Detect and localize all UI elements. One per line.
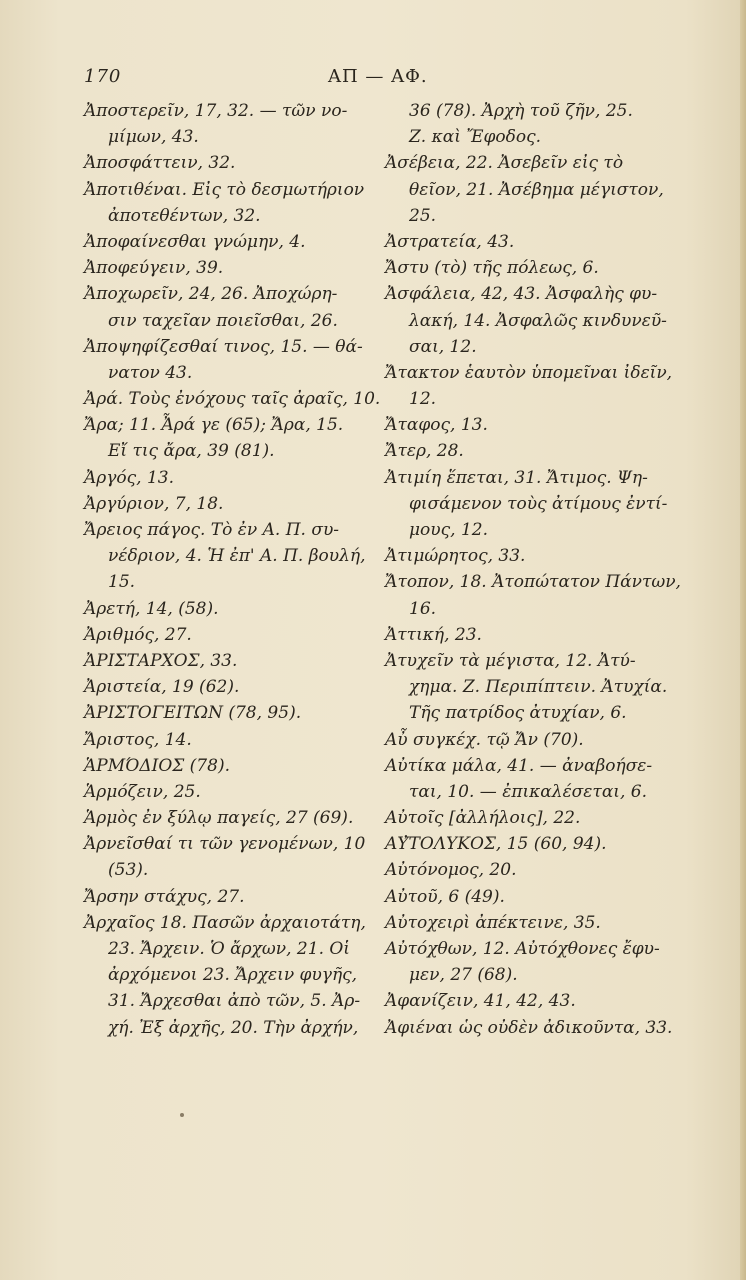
- index-entry-line: Ἀργός, 13.: [84, 467, 175, 488]
- index-entry-line: 16.: [409, 598, 437, 619]
- index-entry-line: Ἀποστερεῖν, 17, 32. — τῶν νο-: [84, 101, 348, 121]
- index-entry-line: Ἀτυχεῖν τὰ μέγιστα, 12. Ἀτύ-: [385, 650, 636, 671]
- index-entry-line: Ἀρετή, 14, (58).: [84, 598, 219, 619]
- index-column-right: [385, 98, 685, 1041]
- index-entry-line: νατον 43.: [108, 362, 193, 383]
- index-entry-line: Ἄρσην στάχυς, 27.: [84, 886, 245, 907]
- index-entry-line: Ἀποφεύγειν, 39.: [84, 258, 224, 279]
- index-entry-line: Ἀποχωρεῖν, 24, 26. Ἀποχώρη-: [84, 284, 338, 305]
- page-header: [84, 66, 684, 92]
- index-entry-line: Ἄρα; 11. Ἆρά γε (65); Ἄρα, 15.: [84, 415, 344, 436]
- index-entry-line: ΑΥ̓ΤΟΛΥΚΟΣ, 15 (60, 94).: [385, 834, 607, 855]
- index-entry-line: νέδριον, 4. Ἡ ἐπ' Α. Π. βουλή,: [108, 546, 366, 567]
- index-entry-line: Ἀργύριον, 7, 18.: [84, 493, 224, 514]
- index-entry-line: χή. Ἐξ ἀρχῆς, 20. Τὴν ἀρχήν,: [108, 1017, 359, 1038]
- index-entry-line: ἈΡΙΣΤΑΡΧΟΣ, 33.: [84, 650, 238, 671]
- index-entry-line: Ἀποσφάττειν, 32.: [84, 153, 236, 174]
- index-entry-line: Αὐτόνομος, 20.: [385, 860, 517, 881]
- index-entry-line: Ἄτοπον, 18. Ἀτοπώτατον Πάντων,: [385, 572, 681, 593]
- index-entry-line: 25.: [409, 205, 437, 226]
- index-entry-line: Αὐτόχθων, 12. Αὐτόχθονες ἔφυ-: [385, 939, 660, 959]
- ink-speck: [180, 1113, 184, 1117]
- index-entry-line: Ἁρμὸς ἐν ξύλῳ παγείς, 27 (69).: [84, 808, 354, 829]
- index-entry-line: Ἀρχαῖος 18. Πασῶν ἀρχαιοτάτη,: [84, 912, 366, 933]
- index-entry-line: Αὐτοχειρὶ ἀπέκτεινε, 35.: [385, 912, 601, 933]
- index-entry-line: μεν, 27 (68).: [409, 965, 518, 986]
- index-entry-line: Αὐτίκα μάλα, 41. — ἀναβοήσε-: [385, 755, 653, 776]
- index-entry-line: Ἀποψηφίζεσθαί τινος, 15. — θά-: [84, 336, 363, 357]
- index-entry-line: μους, 12.: [409, 520, 488, 540]
- index-entry-line: ἀποτεθέντων, 32.: [108, 205, 261, 226]
- index-entry-line: 15.: [108, 572, 136, 593]
- index-entry-line: Αὐτοῦ, 6 (49).: [385, 886, 505, 907]
- index-entry-line: Ἁρμόζειν, 25.: [84, 781, 201, 802]
- index-entry-line: μίμων, 43.: [108, 127, 199, 148]
- index-entry-line: 23. Ἄρχειν. Ὁ ἄρχων, 21. Οἱ: [108, 939, 350, 959]
- index-entry-line: Ἄταφος, 13.: [385, 415, 488, 436]
- index-entry-line: Ἀτιμίη ἕπεται, 31. Ἄτιμος. Ψη-: [385, 467, 648, 488]
- index-entry-line: ἉΡΜΌΔΙΟΣ (78).: [84, 755, 230, 776]
- index-entry-line: Ἄρειος πάγος. Τὸ ἐν Α. Π. συ-: [84, 520, 340, 540]
- index-column-left: [84, 98, 384, 1041]
- index-entry-line: Ἀριθμός, 27.: [84, 624, 192, 645]
- index-entry-line: Τῆς πατρίδος ἀτυχίαν, 6.: [409, 703, 627, 724]
- index-entry-line: 12.: [409, 389, 437, 410]
- index-entry-line: Ἀρά. Τοὺς ἐνόχους ταῖς ἀραῖς, 10.: [84, 389, 381, 410]
- index-entry-line: σαι, 12.: [409, 336, 477, 357]
- index-entry-line: Ἀττική, 23.: [385, 624, 482, 645]
- index-entry-line: Αὐτοῖς [ἀλλήλοις], 22.: [385, 808, 581, 829]
- index-entry-line: Ἀσέβεια, 22. Ἀσεβεῖν εἰς τὸ: [385, 153, 624, 174]
- index-entry-line: Αὖ συγκέχ. τῷ Ἄν (70).: [385, 729, 584, 750]
- index-entry-line: 36 (78). Ἀρχὴ τοῦ ζῆν, 25.: [409, 101, 633, 121]
- index-entry-line: 31. Ἄρχεσθαι ἀπὸ τῶν, 5. Ἀρ-: [108, 991, 361, 1012]
- index-entry-line: ἈΡΙΣΤΟΓΕΙΤΩΝ (78, 95).: [84, 703, 302, 724]
- index-entry-line: χημα. Ζ. Περιπίπτειν. Ἀτυχία.: [409, 677, 668, 698]
- index-entry-line: Ἀσφάλεια, 42, 43. Ἀσφαλὴς φυ-: [385, 284, 658, 305]
- index-entry-line: Ἄτακτον ἑαυτὸν ὑπομεῖναι ἰδεῖν,: [385, 362, 673, 383]
- index-entry-line: Ἀρνεῖσθαί τι τῶν γενομένων, 10: [84, 834, 366, 855]
- index-entry-line: Ἀποτιθέναι. Εἰς τὸ δεσμωτήριον: [84, 179, 365, 200]
- index-entry-line: Ἄστυ (τὸ) τῆς πόλεως, 6.: [385, 258, 599, 279]
- index-entry-line: Ἀποφαίνεσθαι γνώμην, 4.: [84, 231, 306, 252]
- index-entry-line: Ἀριστεία, 19 (62).: [84, 677, 240, 698]
- index-entry-line: Ἀφανίζειν, 41, 42, 43.: [385, 991, 576, 1012]
- index-entry-line: Ἄτερ, 28.: [385, 441, 464, 462]
- index-entry-line: Ἀφιέναι ὡς οὐδὲν ἀδικοῦντα, 33.: [385, 1017, 673, 1038]
- page-number: 170: [84, 66, 122, 87]
- index-entry-line: φισάμενον τοὺς ἀτίμους ἐντί-: [409, 493, 668, 514]
- index-entry-line: θεῖον, 21. Ἀσέβημα μέγιστον,: [409, 179, 664, 200]
- index-entry-line: (53).: [108, 860, 149, 881]
- index-entry-line: λακή, 14. Ἀσφαλῶς κινδυνεῦ-: [409, 310, 667, 331]
- index-entry-line: ἀρχόμενοι 23. Ἄρχειν φυγῆς,: [108, 965, 358, 986]
- index-entry-line: Ἀστρατεία, 43.: [385, 231, 515, 252]
- page-edge: [740, 0, 746, 1280]
- index-entry-line: Ἀτιμώρητος, 33.: [385, 546, 526, 567]
- index-entry-line: ται, 10. — ἐπικαλέσεται, 6.: [409, 781, 647, 802]
- running-head: ΑΠ — ΑΦ.: [328, 66, 428, 87]
- index-entry-line: Ἄριστος, 14.: [84, 729, 192, 750]
- index-entry-line: Ζ. καὶ Ἔφοδος.: [409, 127, 541, 148]
- index-entry-line: σιν ταχεῖαν ποιεῖσθαι, 26.: [108, 310, 338, 331]
- index-entry-line: Εἴ τις ἄρα, 39 (81).: [108, 441, 275, 462]
